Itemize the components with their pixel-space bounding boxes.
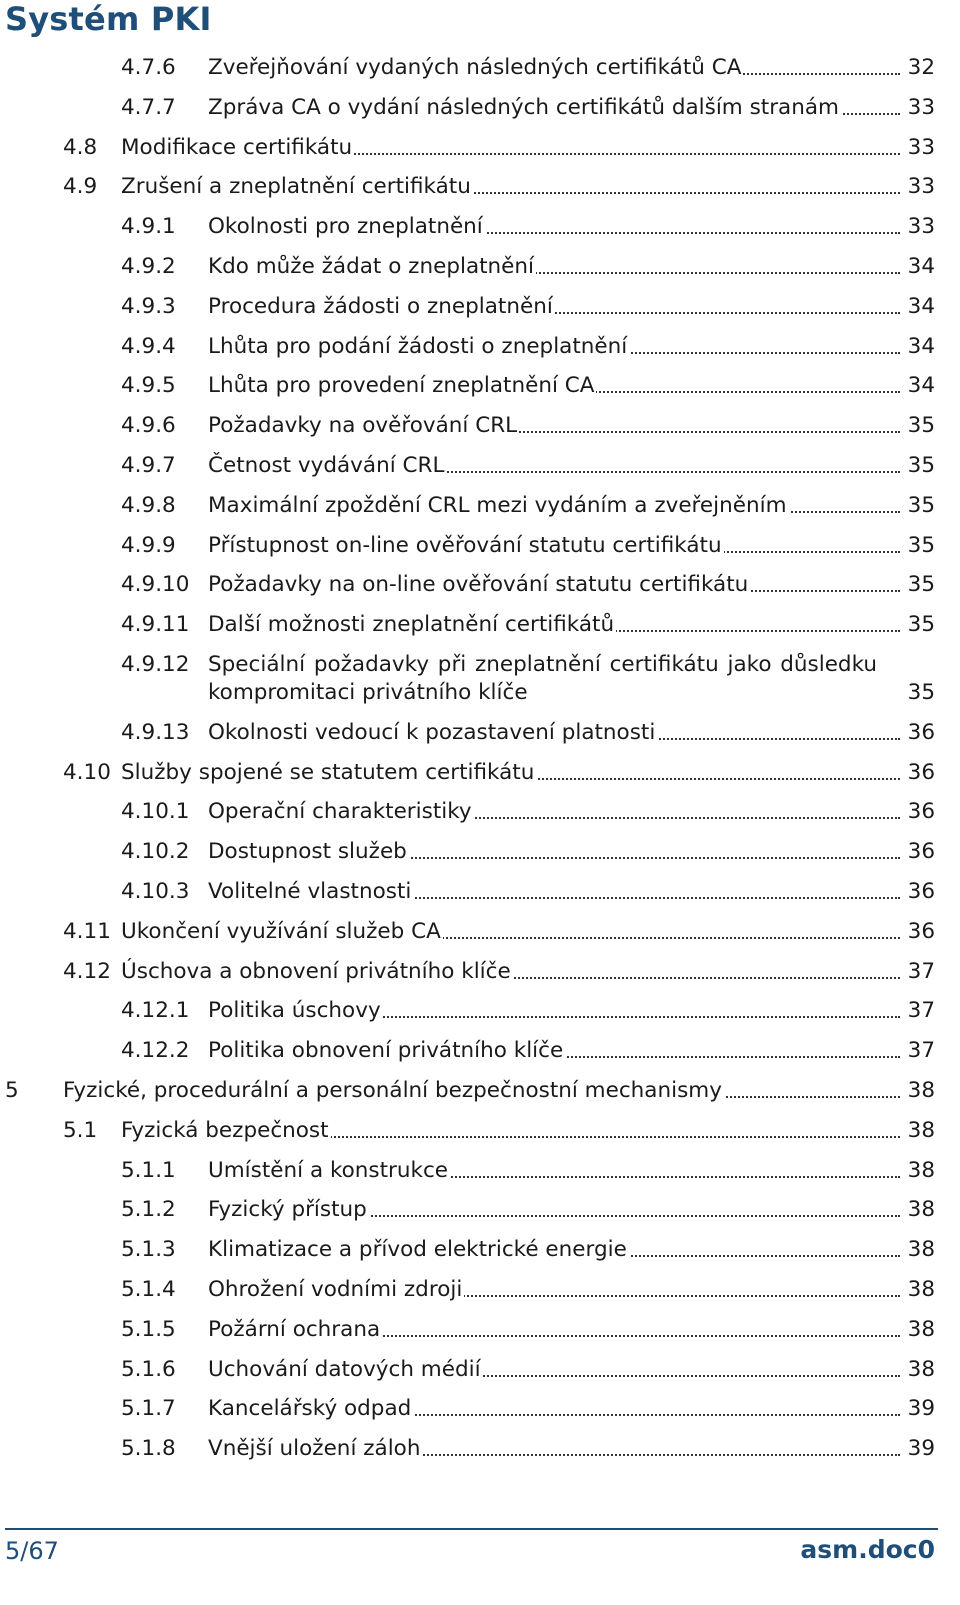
toc-entry-page: 37 — [907, 1038, 935, 1064]
toc-entry-number: 4.9.8 — [121, 492, 176, 518]
toc-entry-page: 33 — [907, 174, 935, 200]
toc-entry-title — [208, 213, 900, 241]
toc-entry[interactable] — [0, 1435, 960, 1463]
toc-entry-page: 35 — [907, 612, 935, 638]
toc-entry-page: 35 — [907, 492, 935, 518]
toc-entry[interactable] — [0, 372, 960, 400]
toc-entry-number: 4.9.11 — [121, 612, 190, 638]
document-name: asm.doc0 — [800, 1535, 935, 1564]
toc-entry-number: 4.7.7 — [121, 94, 176, 120]
footer-divider — [5, 1528, 938, 1530]
toc-entry-label: Úschova a obnovení privátního klíče — [121, 958, 511, 984]
toc-entry-title — [208, 1316, 900, 1344]
toc-entry-label: Zveřejňování vydaných následných certifikátů CA — [208, 55, 742, 80]
toc-entry-number: 5.1.8 — [121, 1436, 176, 1462]
toc-entry-page: 35 — [907, 413, 935, 439]
toc-entry[interactable] — [0, 253, 960, 281]
toc-entry[interactable] — [0, 134, 960, 162]
toc-entry-number: 4.9.5 — [121, 373, 176, 399]
toc-entry-number: 5.1.5 — [121, 1316, 176, 1342]
toc-entry-number: 4.11 — [63, 918, 111, 944]
toc-entry[interactable] — [0, 54, 960, 82]
toc-entry-title — [208, 333, 900, 361]
toc-entry-number: 4.9.6 — [121, 413, 176, 439]
toc-entry[interactable] — [0, 412, 960, 440]
toc-entry-number: 5.1.7 — [121, 1396, 176, 1422]
toc-entry-title — [208, 1157, 900, 1185]
toc-entry-title — [121, 918, 900, 946]
toc-entry-page: 36 — [907, 879, 935, 904]
toc-entry-page: 36 — [907, 719, 935, 745]
toc-entry-page: 34 — [907, 254, 935, 279]
toc-entry[interactable] — [0, 492, 960, 520]
toc-entry-label: Ohrožení vodními zdroji — [208, 1277, 463, 1302]
toc-entry-page: 39 — [907, 1436, 935, 1462]
toc-entry-label: Operační charakteristiky — [208, 799, 472, 825]
toc-entry-number: 4.10.1 — [121, 799, 190, 825]
toc-entry-label: Dostupnost služeb — [208, 839, 407, 865]
toc-entry-label: Uchování datových médií — [208, 1356, 481, 1382]
toc-entry-title — [208, 878, 900, 906]
toc-entry-page: 37 — [907, 998, 935, 1024]
toc-entry-label: Zrušení a zneplatnění certifikátu — [121, 174, 471, 200]
toc-entry-label: Požární ochrana — [208, 1316, 381, 1342]
toc-entry-label: Požadavky na ověřování CRL — [208, 413, 518, 439]
toc-entry-label: Procedura žádosti o zneplatnění — [208, 293, 553, 319]
toc-entry-title — [208, 452, 900, 480]
toc-entry-page: 38 — [907, 1356, 935, 1382]
toc-entry[interactable] — [0, 798, 960, 826]
toc-entry[interactable] — [0, 958, 960, 986]
toc-entry-page: 33 — [907, 214, 935, 240]
toc-entry-number: 4.9.12 — [121, 652, 190, 677]
toc-entry-label: Další možnosti zneplatnění certifikátů — [208, 612, 615, 638]
toc-entry-page: 35 — [907, 680, 935, 705]
toc-entry[interactable] — [0, 759, 960, 787]
toc-entry[interactable] — [0, 611, 960, 639]
toc-entry-label: Umístění a konstrukce — [208, 1157, 449, 1183]
toc-entry-label: Lhůta pro provedení zneplatnění CA — [208, 373, 595, 399]
toc-entry-title — [208, 492, 900, 520]
toc-entry-title — [208, 1276, 900, 1304]
toc-entry[interactable] — [0, 1077, 960, 1105]
toc-entry-title — [208, 1395, 900, 1423]
toc-entry-title — [208, 372, 900, 400]
toc-entry-label: Okolnosti vedoucí k pozastavení platnosti — [208, 719, 656, 745]
toc-entry-page: 33 — [907, 94, 935, 120]
toc-entry-label: Ukončení využívání služeb CA — [121, 918, 441, 944]
toc-entry-label: Modifikace certifikátu — [121, 134, 353, 160]
toc-entry-page: 38 — [907, 1197, 935, 1223]
toc-entry[interactable] — [0, 719, 960, 747]
toc-entry-title — [208, 719, 900, 747]
toc-entry[interactable] — [0, 1157, 960, 1185]
toc-entry[interactable] — [0, 94, 960, 122]
toc-entry-title — [208, 1037, 900, 1065]
toc-entry[interactable] — [0, 651, 960, 707]
toc-entry-label: Volitelné vlastnosti — [208, 879, 412, 904]
toc-entry[interactable] — [0, 213, 960, 241]
toc-entry-label: Politika obnovení privátního klíče — [208, 1038, 564, 1064]
toc-entry[interactable] — [0, 878, 960, 906]
toc-entry-page: 36 — [907, 918, 935, 944]
toc-entry-page: 36 — [907, 799, 935, 825]
toc-entry-title — [121, 173, 900, 201]
toc-entry-title — [208, 293, 900, 321]
toc-entry-title — [208, 997, 900, 1025]
toc-entry-number: 5.1.2 — [121, 1197, 176, 1223]
toc-entry-page: 38 — [907, 1078, 935, 1103]
toc-entry[interactable] — [0, 1117, 960, 1145]
toc-entry-number: 4.12 — [63, 958, 111, 984]
toc-entry-page: 33 — [907, 134, 935, 160]
toc-entry-label: Požadavky na on-line ověřování statutu certifikátu — [208, 572, 749, 598]
toc-entry-number: 4.9.13 — [121, 719, 190, 745]
toc-entry-title — [208, 532, 900, 560]
page-header-title: Systém PKI — [5, 0, 212, 38]
toc-entry[interactable] — [0, 532, 960, 560]
toc-entry-label: Přístupnost on-line ověřování statutu certifikátu — [208, 532, 722, 558]
toc-entry-title — [121, 1117, 900, 1145]
toc-entry[interactable] — [0, 1196, 960, 1224]
toc-entry[interactable] — [0, 1236, 960, 1264]
toc-entry-title — [208, 611, 900, 639]
toc-entry-label: Vnější uložení záloh — [208, 1436, 421, 1462]
toc-entry-number: 5 — [5, 1078, 19, 1103]
toc-entry-label: Služby spojené se statutem certifikátu — [121, 759, 535, 785]
toc-entry-page: 36 — [907, 839, 935, 865]
toc-entry-title — [208, 1435, 900, 1463]
toc-entry-number: 4.9.10 — [121, 572, 190, 598]
toc-entry-page: 38 — [907, 1237, 935, 1263]
toc-entry-number: 4.9.2 — [121, 254, 176, 279]
page-number: 5/67 — [5, 1537, 59, 1565]
toc-entry[interactable] — [0, 1037, 960, 1065]
toc-entry-label: Fyzické, procedurální a personální bezpečnostní mechanismy — [63, 1078, 722, 1103]
toc-entry-title — [208, 94, 900, 122]
toc-entry-title — [208, 54, 900, 82]
toc-entry[interactable] — [0, 293, 960, 321]
toc-entry-label: Fyzická bezpečnost — [121, 1117, 329, 1143]
toc-entry-number: 4.9 — [63, 174, 98, 200]
toc-entry-page: 38 — [907, 1316, 935, 1342]
toc-entry-page: 38 — [907, 1277, 935, 1302]
toc-entry-number: 4.10 — [63, 759, 111, 785]
toc-entry[interactable] — [0, 173, 960, 201]
toc-entry-title — [208, 412, 900, 440]
toc-entry-title — [208, 798, 900, 826]
toc-entry-number: 4.7.6 — [121, 55, 176, 80]
toc-entry-title — [208, 838, 900, 866]
toc-entry[interactable] — [0, 333, 960, 361]
toc-entry-number: 4.10.3 — [121, 879, 190, 904]
toc-entry-page: 35 — [907, 532, 935, 558]
toc-entry-number: 4.8 — [63, 134, 98, 160]
toc-entry-number: 5.1.4 — [121, 1277, 176, 1302]
toc-entry[interactable] — [0, 997, 960, 1025]
toc-entry-number: 4.12.1 — [121, 998, 190, 1024]
toc-entry-number: 4.10.2 — [121, 839, 190, 865]
toc-entry-page: 39 — [907, 1396, 935, 1422]
toc-entry-number: 5.1.1 — [121, 1157, 176, 1183]
toc-entry-title — [208, 571, 900, 599]
toc-entry-title — [208, 1196, 900, 1224]
toc-entry-title — [121, 958, 900, 986]
toc-entry-number: 4.9.3 — [121, 293, 176, 319]
toc-entry[interactable] — [0, 918, 960, 946]
toc-entry-number: 5.1.6 — [121, 1356, 176, 1382]
toc-entry-page: 34 — [907, 293, 935, 319]
toc-entry[interactable] — [0, 1276, 960, 1304]
toc-entry-number: 4.9.4 — [121, 333, 176, 359]
toc-entry[interactable] — [0, 1316, 960, 1344]
toc-entry-page: 34 — [907, 333, 935, 359]
toc-entry-label: Kdo může žádat o zneplatnění — [208, 254, 535, 279]
toc-entry[interactable] — [0, 452, 960, 480]
toc-entry-title — [121, 759, 900, 787]
toc-entry-number: 4.9.9 — [121, 532, 176, 558]
toc-entry[interactable] — [0, 1356, 960, 1384]
toc-entry-page: 35 — [907, 572, 935, 598]
toc-entry-label: Speciální požadavky při zneplatnění certifikátu jako důsledku kompromitaci privátního klíče — [208, 652, 877, 705]
toc-entry-label: Klimatizace a přívod elektrické energie — [208, 1237, 627, 1263]
toc-entry-number: 4.9.1 — [121, 214, 176, 240]
toc-entry-number: 5.1 — [63, 1117, 98, 1143]
toc-entry-number: 5.1.3 — [121, 1237, 176, 1263]
toc-entry-title — [208, 1356, 900, 1384]
toc-entry[interactable] — [0, 838, 960, 866]
toc-entry[interactable] — [0, 1395, 960, 1423]
toc-entry-page: 38 — [907, 1157, 935, 1183]
toc-entry-label: Fyzický přístup — [208, 1197, 367, 1223]
toc-entry-label: Lhůta pro podání žádosti o zneplatnění — [208, 333, 628, 359]
toc-entry-title — [63, 1077, 900, 1105]
toc-entry-title — [208, 1236, 900, 1264]
toc-entry-page: 35 — [907, 453, 935, 478]
toc-entry-page: 36 — [907, 759, 935, 785]
toc-entry-title — [208, 651, 877, 707]
toc-entry-label: Zpráva CA o vydání následných certifikátů dalším stranám — [208, 94, 839, 120]
toc-entry-label: Okolnosti pro zneplatnění — [208, 214, 483, 240]
toc-entry-number: 4.9.7 — [121, 453, 176, 478]
toc-entry-title — [208, 253, 900, 281]
toc-entry[interactable] — [0, 571, 960, 599]
toc-entry-page: 32 — [907, 55, 935, 80]
toc-entry-label: Politika úschovy — [208, 998, 381, 1024]
toc-entry-page: 34 — [907, 373, 935, 399]
toc-entry-label: Četnost vydávání CRL — [208, 453, 445, 478]
toc-entry-title — [121, 134, 900, 162]
toc-entry-label: Maximální zpoždění CRL mezi vydáním a zveřejněním — [208, 492, 787, 518]
toc-entry-page: 38 — [907, 1117, 935, 1143]
toc-entry-page: 37 — [907, 958, 935, 984]
toc-entry-label: Kancelářský odpad — [208, 1396, 412, 1422]
toc-entry-number: 4.12.2 — [121, 1038, 190, 1064]
